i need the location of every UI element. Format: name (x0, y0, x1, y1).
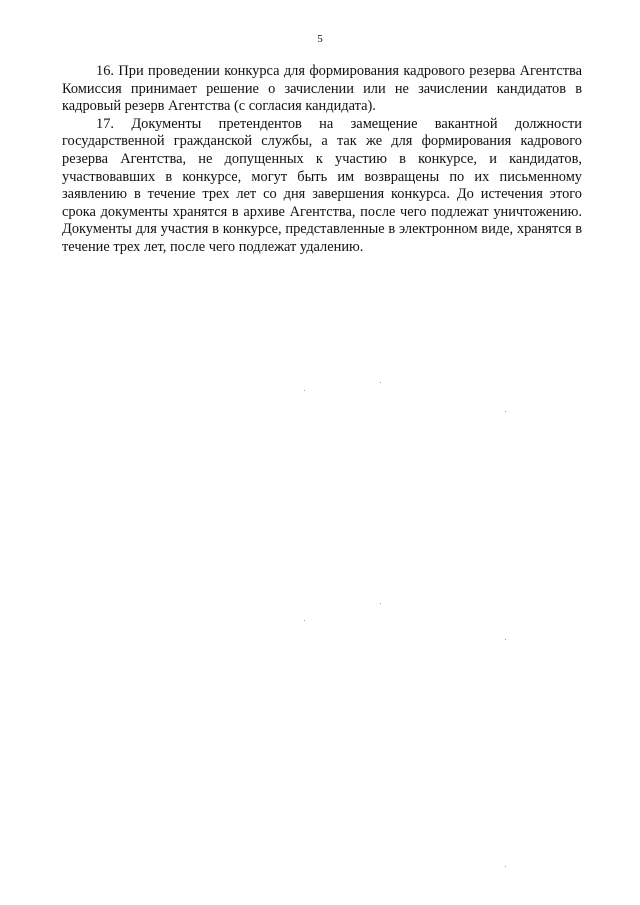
scan-speck (304, 620, 305, 621)
scan-speck (380, 603, 381, 604)
scan-speck (505, 866, 506, 867)
scan-speck (304, 390, 305, 391)
scan-speck (505, 411, 506, 412)
paragraph-17: 17. Документы претендентов на замещение вакантной должности государственной гражданской службы, а так же для формирования кадрового резерва Агентства, не допущенных к участию в конкурсе, и кандидатов, участвовавших в конкурсе, могут быть им возвращены по их письменному заявлению в течение трех лет со дня завершения конкурса. До истечения этого срока документы хранятся в архиве Агентства, после чего подлежат уничтожению. Документы для участия в конкурсе, представленные в электронном виде, хранятся в течение трех лет, после чего подлежат удалению. (62, 115, 582, 255)
document-body (62, 63, 582, 257)
page-number: 5 (317, 33, 323, 45)
paragraph-16: 16. При проведении конкурса для формирования кадрового резерва Агентства Комиссия принимает решение о зачислении или не зачислении кандидатов в кадровый резерв Агентства (с согласия кандидата). (62, 63, 582, 115)
scan-speck (380, 382, 381, 383)
scan-speck (505, 639, 506, 640)
